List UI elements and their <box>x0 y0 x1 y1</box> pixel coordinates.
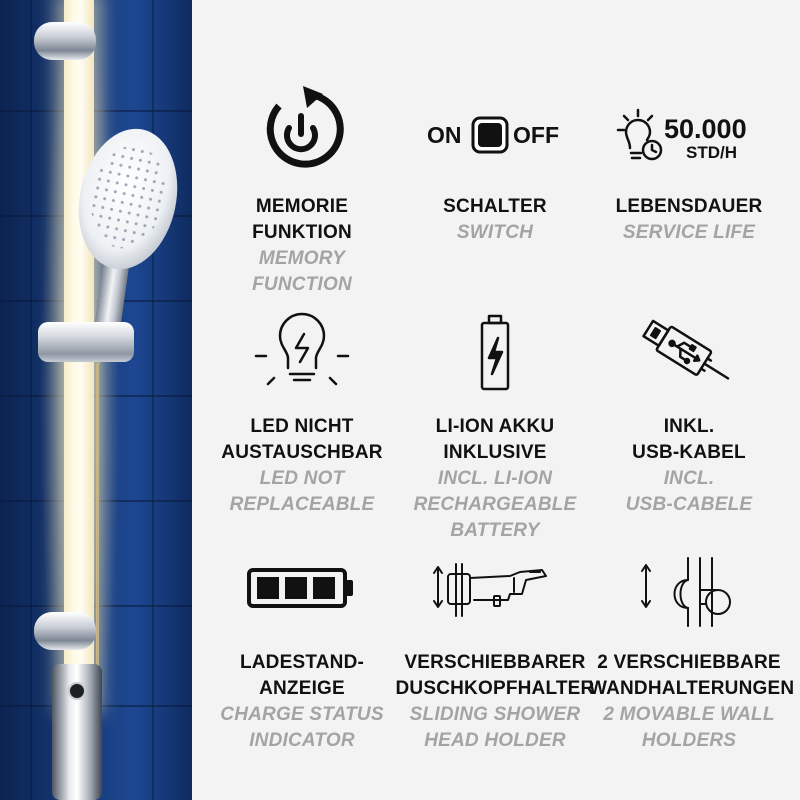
service-life-value: 50.000 <box>664 114 747 144</box>
feature-title-en: BATTERY <box>450 520 540 541</box>
feature-title-en: SERVICE LIFE <box>622 222 756 243</box>
feature-title-en: HOLDERS <box>641 730 737 751</box>
bulb-clock-icon <box>589 108 789 208</box>
feature-title-de: VERSCHIEBBARER <box>404 652 586 673</box>
usb-cable-icon <box>589 318 789 418</box>
feature-title-de: LED NICHT <box>250 416 354 437</box>
feature-title-en: SWITCH <box>456 222 534 243</box>
bottom-wall-bracket <box>34 612 96 650</box>
feature-title-de: WANDHALTERUNGEN <box>589 678 795 699</box>
sliding-holder-icon <box>395 560 595 660</box>
feature-title-en: MEMORY <box>258 248 346 269</box>
feature-title-en: 2 MOVABLE WALL <box>603 704 775 725</box>
feature-title-en: SLIDING SHOWER <box>409 704 581 725</box>
feature-title-de: INKLUSIVE <box>443 442 547 463</box>
feature-title-de: LEBENSDAUER <box>615 196 763 217</box>
feature-title-en: FUNCTION <box>252 274 352 295</box>
feature-title-de: AUSTAUSCHBAR <box>221 442 383 463</box>
battery-housing <box>52 664 102 800</box>
feature-title-de: LADESTAND- <box>239 652 365 673</box>
feature-title-de: SCHALTER <box>443 196 547 217</box>
feature-title-en: RECHARGEABLE <box>413 494 577 515</box>
service-life-unit: STD/H <box>686 143 737 162</box>
feature-title-en: LED NOT <box>259 468 345 489</box>
feature-title-en: REPLACEABLE <box>229 494 375 515</box>
feature-title-de: USB-KABEL <box>632 442 746 463</box>
power-memory-icon <box>202 82 402 182</box>
feature-title-en: CHARGE STATUS <box>220 704 384 725</box>
feature-title-de: LI-ION AKKU <box>435 416 555 437</box>
feature-title-en: INCL. <box>663 468 715 489</box>
feature-title-en: INCL. LI-ION <box>437 468 553 489</box>
on-label: ON <box>427 122 462 148</box>
shower-head-holder <box>38 322 134 362</box>
feature-title-de: INKL. <box>663 416 715 437</box>
off-label: OFF <box>513 122 559 148</box>
feature-title-de: 2 VERSCHIEBBARE <box>597 652 781 673</box>
wall-holder-icon <box>589 556 789 656</box>
feature-title-de: ANZEIGE <box>259 678 345 699</box>
led-bulb-icon <box>202 312 402 412</box>
feature-title-en: USB-CABELE <box>625 494 753 515</box>
feature-title-de: FUNKTION <box>252 222 352 243</box>
feature-title-de: MEMORIE <box>255 196 349 217</box>
feature-title-de: DUSCHKOPFHALTER <box>395 678 595 699</box>
top-wall-bracket <box>34 22 96 60</box>
feature-title-en: HEAD HOLDER <box>424 730 566 751</box>
feature-title-en: INDICATOR <box>249 730 355 751</box>
product-photo <box>0 0 192 800</box>
battery-icon <box>395 314 595 414</box>
